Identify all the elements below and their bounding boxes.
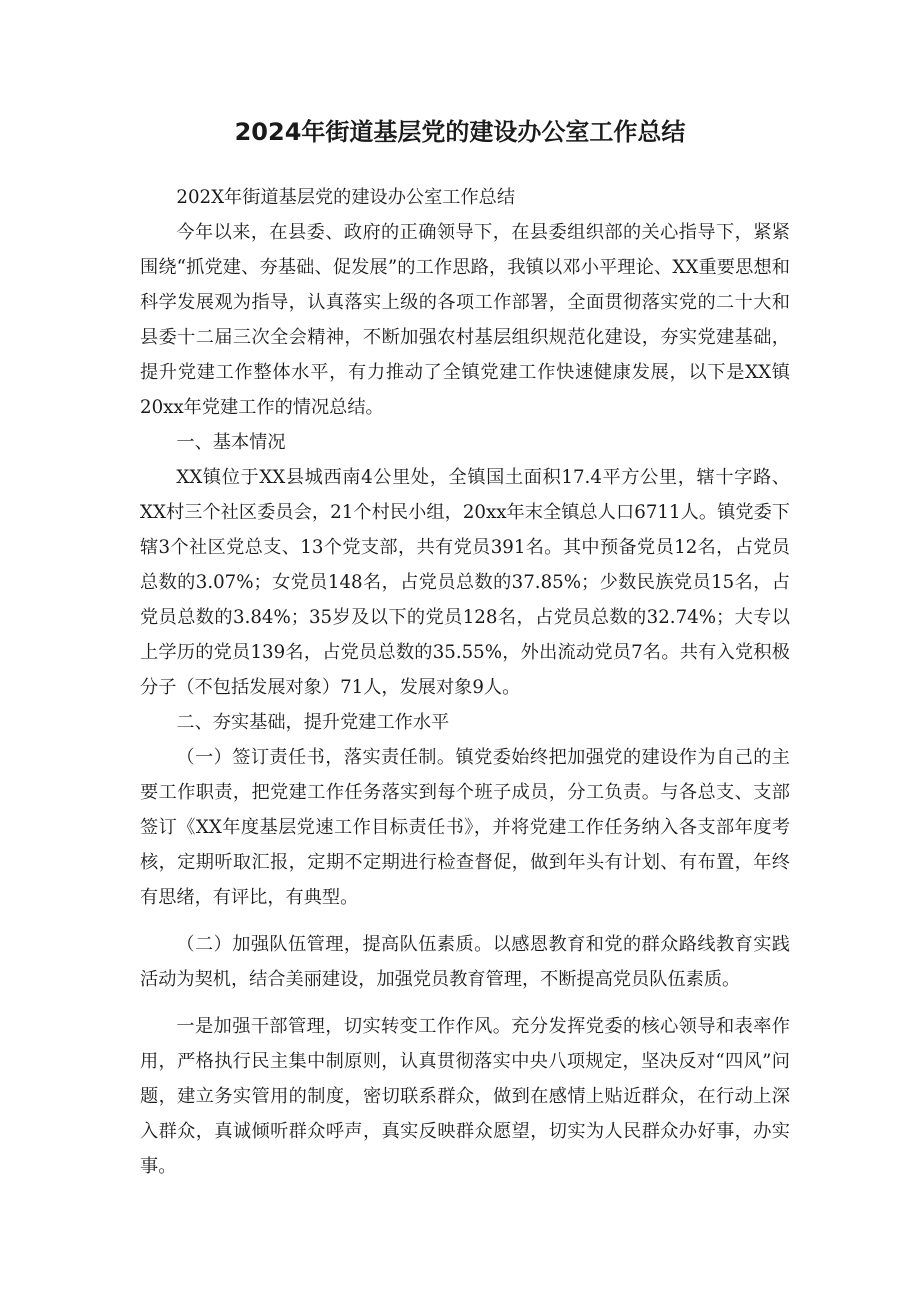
section-heading-basic: 一、基本情况	[176, 432, 286, 453]
team-management-paragraph: （二）加强队伍管理，提高队伍素质。以感恩教育和党的群众路线教育实践活动为契机，结合美丽建设，加强党员教育管理，不断提高党员队伍素质。	[140, 934, 790, 990]
basic-info-paragraph: XX镇位于XX县城西南4公里处，全镇国土面积17.4平方公里，辖十字路、XX村三个社区委员会，21个村民小组，20xx年末全镇总人口6711人。镇党委下辖3个社区党总支、13个党支部，共有党员391名。其中预备党员12名，占党员总数的3.07%；女党员148名，占党员总数的37.85%；少数民族党员15名，占党员总数的3.84%；35岁及以下的党员128名，占党员总数的32.74%；大专以上学历的党员139名，占党员总数的35.55%，外出流动党员7名。共有入党积极分子（不包括发展对象）71人，发展对象9人。	[140, 467, 790, 698]
section-heading-foundation: 二、夯实基础，提升党建工作水平	[176, 712, 450, 733]
subtitle-paragraph: 202X年街道基层党的建设办公室工作总结	[176, 187, 516, 208]
responsibility-paragraph: （一）签订责任书，落实责任制。镇党委始终把加强党的建设作为自己的主要工作职责，把党建工作任务落实到每个班子成员，分工负责。与各总支、支部签订《XX年度基层党速工作目标责任书》，并将党建工作任务纳入各支部年度考核，定期听取汇报，定期不定期进行检查督促，做到年头有计划、有布置，年终有思绪，有评比，有典型。	[140, 747, 790, 908]
cadre-management-paragraph: 一是加强干部管理，切实转变工作作风。充分发挥党委的核心领导和表率作用，严格执行民主集中制原则，认真贯彻落实中央八项规定，坚决反对“四风”问题，建立务实管用的制度，密切联系群众，做到在感情上贴近群众，在行动上深入群众，真诚倾听群众呼声，真实反映群众愿望，切实为人民群众办好事，办实事。	[140, 1016, 790, 1177]
intro-paragraph: 今年以来，在县委、政府的正确领导下，在县委组织部的关心指导下，紧紧围绕“抓党建、夯基础、促发展”的工作思路，我镇以邓小平理论、XX重要思想和科学发展观为指导，认真落实上级的各项工作部署，全面贯彻落实党的二十大和县委十二届三次全会精神，不断加强农村基层组织规范化建设，夯实党建基础，提升党建工作整体水平，有力推动了全镇党建工作快速健康发展，以下是XX镇20xx年党建工作的情况总结。	[140, 222, 790, 418]
document-body	[140, 180, 790, 1184]
document-title: 2024年街道基层党的建设办公室工作总结	[234, 118, 686, 146]
